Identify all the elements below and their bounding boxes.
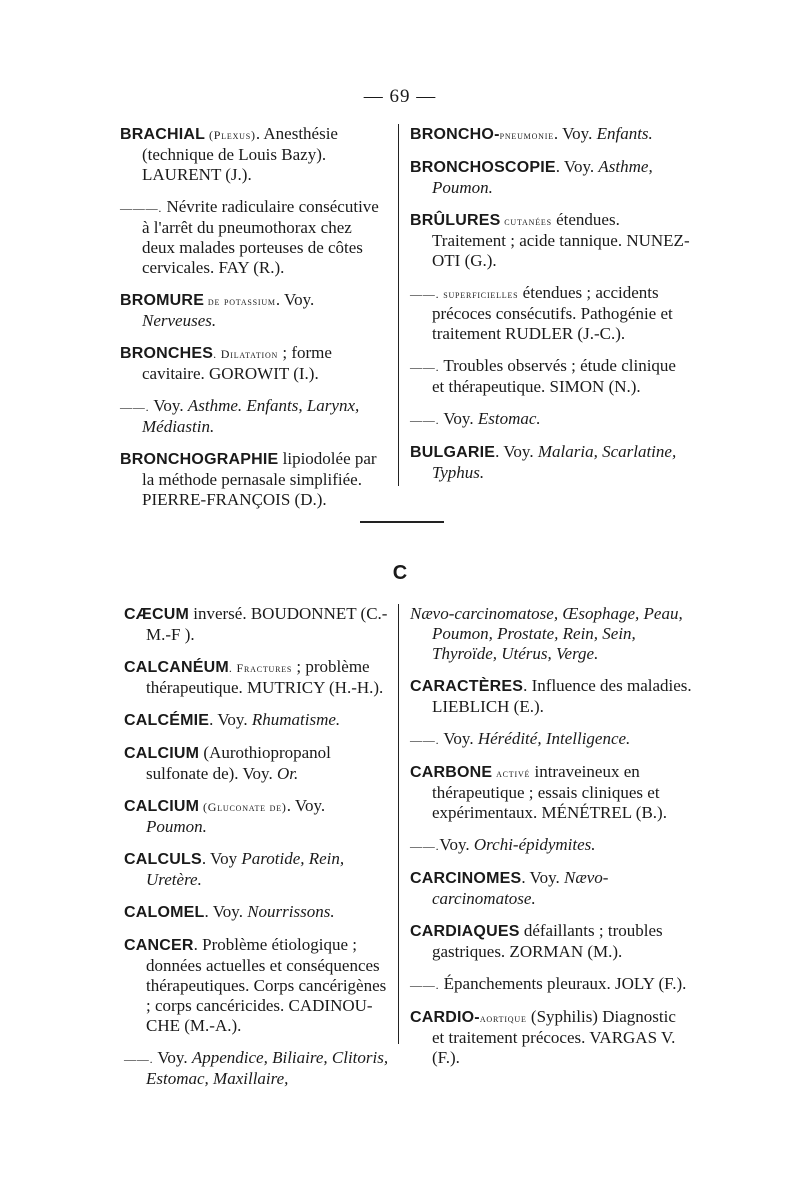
entry-subheading: . Dilatation bbox=[213, 347, 279, 361]
index-entry bbox=[410, 124, 690, 145]
index-entry bbox=[410, 835, 692, 856]
entry-crossref: Hérédité, Intelligence. bbox=[477, 729, 631, 748]
entry-heading: CARDIO- bbox=[410, 1009, 480, 1026]
entry-heading: BRONCHES bbox=[120, 345, 214, 362]
entry-subheading: ——. bbox=[120, 400, 150, 414]
entry-text: . Influence des maladies. LIEBLICH (E.). bbox=[432, 676, 692, 716]
entry-text: Voy. bbox=[149, 396, 188, 415]
entry-subheading: ———. bbox=[120, 201, 163, 215]
entry-subheading: cutanées bbox=[500, 214, 552, 228]
index-entry bbox=[410, 762, 692, 823]
index-entry bbox=[124, 796, 390, 837]
entry-subheading: ——. bbox=[124, 1052, 154, 1066]
index-column-top-right bbox=[410, 124, 690, 495]
index-entry bbox=[410, 157, 690, 198]
entry-text: . Voy. bbox=[555, 157, 599, 176]
entry-heading: CALCANÉUM bbox=[124, 659, 229, 676]
entry-text: Névrite radiculaire consécutive à l'arrêt du pneumothorax chez deux malades porteuses de côtes cervicales. FAY (R.). bbox=[142, 197, 379, 277]
entry-crossref: Enfants. bbox=[596, 124, 653, 143]
entry-subheading: ——. bbox=[410, 978, 440, 992]
entry-heading: CALCIUM bbox=[124, 745, 200, 762]
column-divider-bottom bbox=[398, 604, 399, 1044]
entry-text: . Anesthésie (technique de Louis Bazy). LAURENT (J.). bbox=[142, 124, 338, 184]
index-entry bbox=[120, 290, 388, 331]
entry-subheading: (Gluconate de) bbox=[199, 800, 287, 814]
entry-text: . Voy. bbox=[495, 442, 538, 461]
section-letter: C bbox=[392, 562, 408, 584]
column-divider-top bbox=[398, 124, 399, 486]
index-entry bbox=[124, 657, 390, 698]
entry-text: défaillants ; troubles gastriques. ZORMAN (M.). bbox=[432, 921, 663, 961]
entry-text: . Voy. bbox=[286, 796, 326, 815]
entry-text: . Voy. bbox=[553, 124, 597, 143]
entry-text: intraveineux en thérapeutique ; essais cliniques et expérimentaux. MÉNÉTREL (B.). bbox=[432, 762, 667, 822]
index-entry bbox=[410, 356, 690, 397]
entry-text: (Aurothiopropanol sulfonate de). Voy. bbox=[146, 743, 331, 783]
index-entry bbox=[124, 743, 390, 784]
entry-crossref: Nourrissons. bbox=[247, 902, 335, 921]
entry-crossref: Orchi-épidymites. bbox=[473, 835, 596, 854]
entry-heading: BRONCHOGRAPHIE bbox=[120, 451, 279, 468]
entry-text: inversé. BOUDONNET (C.-M.-F ). bbox=[146, 604, 388, 644]
entry-crossref: Asthme. Enfants, Larynx, Médiastin. bbox=[142, 396, 360, 436]
entry-heading: BRONCHO- bbox=[410, 126, 500, 143]
entry-crossref: Appendice, Biliaire, Clitoris, Estomac, Maxillaire, bbox=[146, 1048, 389, 1088]
index-entry bbox=[120, 449, 388, 510]
entry-text: (Syphilis) Diagnostic et traitement précoces. VARGAS V. (F.). bbox=[432, 1007, 676, 1067]
entry-heading: BRONCHOSCOPIE bbox=[410, 159, 556, 176]
entry-text: ; problème thérapeutique. MUTRICY (H.-H.). bbox=[146, 657, 384, 697]
entry-heading: CALCÉMIE bbox=[124, 712, 210, 729]
index-entry bbox=[410, 921, 692, 962]
entry-crossref: Nævo-carcinomatose, Œsophage, Peau, Poumon, Prostate, Rein, Sein, Thyroïde, Utérus, Verge. bbox=[410, 604, 683, 663]
entry-text: Épanchements pleuraux. JOLY (F.). bbox=[439, 974, 687, 993]
entry-crossref: Poumon. bbox=[146, 817, 207, 836]
entry-subheading: ——. superficielles bbox=[410, 287, 519, 301]
index-entry bbox=[124, 849, 390, 890]
entry-heading: CALOMEL bbox=[124, 904, 205, 921]
entry-text: Voy. bbox=[153, 1048, 192, 1067]
entry-subheading: . Fractures bbox=[228, 661, 293, 675]
index-column-top-left bbox=[120, 124, 388, 522]
entry-text: étendues. Traitement ; acide tannique. NUNEZ-OTI (G.). bbox=[432, 210, 690, 270]
entry-heading: CANCER bbox=[124, 937, 194, 954]
index-entry bbox=[124, 902, 390, 923]
index-entry bbox=[124, 710, 390, 731]
index-entry bbox=[120, 396, 388, 437]
index-entry bbox=[410, 283, 690, 344]
entry-subheading: ——. bbox=[410, 839, 440, 853]
entry-heading: CARBONE bbox=[410, 764, 493, 781]
entry-crossref: Nerveuses. bbox=[142, 311, 217, 330]
index-column-bottom-left bbox=[124, 604, 390, 1101]
entry-text: Troubles observés ; étude clinique et thérapeutique. SIMON (N.). bbox=[432, 356, 676, 396]
index-entry bbox=[120, 343, 388, 384]
index-entry bbox=[410, 676, 692, 717]
index-entry bbox=[410, 868, 692, 909]
entry-heading: CARDIAQUES bbox=[410, 923, 520, 940]
page-number: — 69 — bbox=[363, 86, 437, 107]
entry-heading: CALCIUM bbox=[124, 798, 200, 815]
entry-text: Voy. bbox=[439, 729, 478, 748]
index-entry bbox=[124, 604, 390, 645]
entry-heading: BROMURE bbox=[120, 292, 205, 309]
entry-subheading: ——. bbox=[410, 413, 440, 427]
index-entry bbox=[410, 210, 690, 271]
index-entry bbox=[410, 729, 692, 750]
entry-subheading: pneumonie bbox=[499, 128, 554, 142]
entry-heading: CALCULS bbox=[124, 851, 202, 868]
index-entry bbox=[410, 974, 692, 995]
entry-subheading: aortique bbox=[479, 1011, 527, 1025]
entry-heading: CARACTÈRES bbox=[410, 678, 524, 695]
index-entry bbox=[410, 1007, 692, 1068]
entry-subheading: de potassium bbox=[204, 294, 276, 308]
index-column-bottom-right bbox=[410, 604, 692, 1080]
entry-subheading: ——. bbox=[410, 733, 440, 747]
index-entry bbox=[124, 935, 390, 1036]
entry-subheading: ——. bbox=[410, 360, 440, 374]
section-separator bbox=[360, 521, 444, 523]
entry-crossref: Nævo-carcinomatose. bbox=[432, 868, 609, 908]
entry-crossref: Rhumatisme. bbox=[251, 710, 341, 729]
entry-text: . Voy. bbox=[209, 710, 252, 729]
entry-text: . Voy. bbox=[521, 868, 565, 887]
index-entry bbox=[410, 604, 692, 664]
entry-crossref: Parotide, Rein, Uretère. bbox=[146, 849, 345, 889]
entry-text: . Voy. bbox=[275, 290, 315, 309]
index-entry bbox=[410, 442, 690, 483]
index-entry bbox=[120, 197, 388, 278]
entry-text: étendues ; accidents précoces consécutifs. Pathogénie et traitement RUDLER (J.-C.). bbox=[432, 283, 673, 343]
entry-crossref: Estomac. bbox=[477, 409, 541, 428]
entry-heading: BULGARIE bbox=[410, 444, 496, 461]
entry-crossref: Asthme, Poumon. bbox=[432, 157, 653, 197]
entry-text: ; forme cavitaire. GOROWIT (I.). bbox=[142, 343, 332, 383]
index-entry bbox=[124, 1048, 390, 1089]
entry-crossref: Malaria, Scarlatine, Typhus. bbox=[432, 442, 677, 482]
entry-heading: BRACHIAL bbox=[120, 126, 206, 143]
entry-subheading: activé bbox=[492, 766, 531, 780]
index-entry bbox=[120, 124, 388, 185]
entry-text: . Voy. bbox=[204, 902, 248, 921]
entry-crossref: Or. bbox=[276, 764, 299, 783]
entry-heading: CÆCUM bbox=[124, 606, 189, 623]
entry-text: . Problème étiologique ; données actuelles et conséquences thérapeutiques. Corps cancérigènes ; corps cancéricides. CADINOU-CHE (M.-A.). bbox=[146, 935, 387, 1035]
entry-text: Voy. bbox=[439, 835, 474, 854]
entry-text: Voy. bbox=[439, 409, 478, 428]
entry-subheading: (Plexus) bbox=[205, 128, 256, 142]
index-entry bbox=[410, 409, 690, 430]
entry-text: . Voy bbox=[201, 849, 242, 868]
entry-heading: CARCINOMES bbox=[410, 870, 522, 887]
entry-heading: BRÛLURES bbox=[410, 212, 501, 229]
entry-text: lipiodolée par la méthode pernasale simplifiée. PIERRE-FRANÇOIS (D.). bbox=[142, 449, 377, 509]
